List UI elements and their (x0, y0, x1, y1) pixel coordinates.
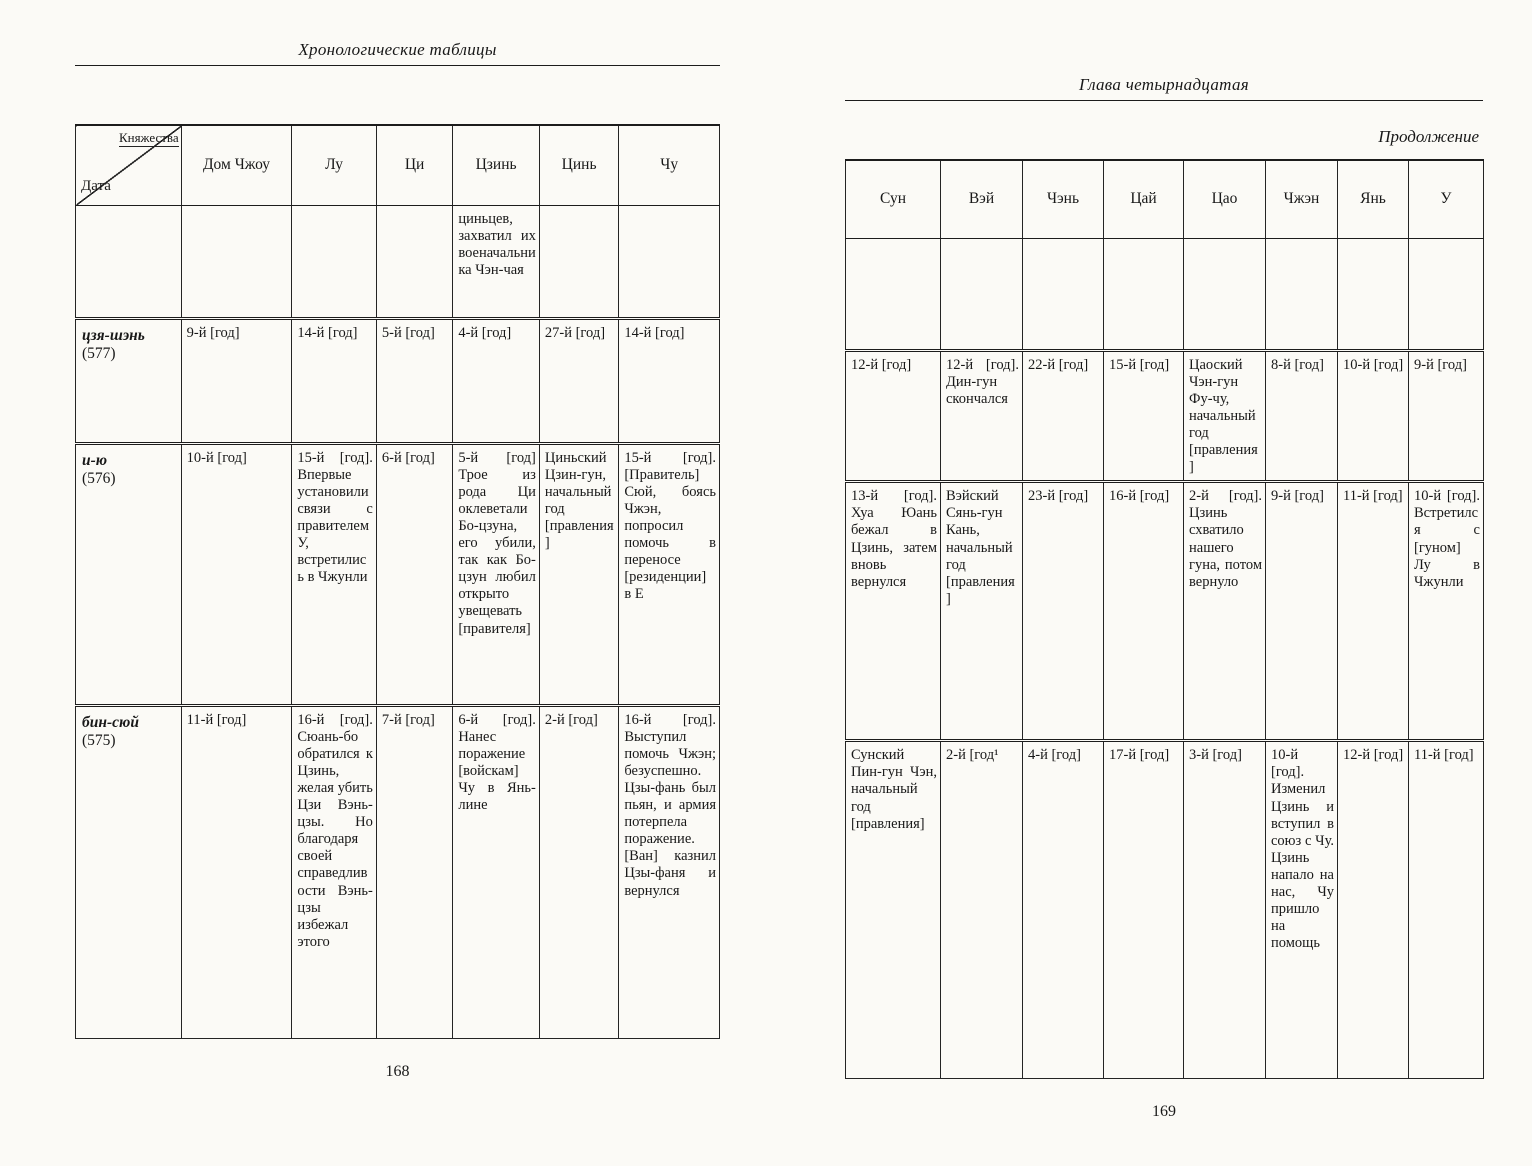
table-cell: 11-й [год] (1409, 741, 1484, 1079)
table-cell: 10-й [год]. Изменил Цзинь и вступил в союз с Чу. Цзинь напало на нас, Чу пришло на помощь (1266, 741, 1338, 1079)
table-row-575 (76, 705, 720, 1038)
row-era-label: цзя-шэнь (577) (76, 318, 182, 443)
table-cell: 4-й [год] (1023, 741, 1104, 1079)
table-cell: 5-й [год] Трое из рода Ци оклеветали Бо-цзуна, его убили, так как Бо-цзун любил открыто увещевать [правителя] (453, 443, 540, 705)
row-era-label (76, 205, 182, 318)
table-cell: 6-й [год]. Нанес поражение [войскам] Чу в Янь-лине (453, 705, 540, 1038)
table-cell (376, 205, 452, 318)
table-cell: 9-й [год] (1266, 482, 1338, 741)
column-header-chen: Чэнь (1023, 160, 1104, 238)
table-cell (1184, 238, 1266, 350)
left-head-rule (75, 65, 720, 66)
right-chronological-table (845, 159, 1484, 1079)
table-cell: 7-й [год] (376, 705, 452, 1038)
row-era-label: бин-сюй (575) (76, 705, 182, 1038)
column-header-vey: Вэй (941, 160, 1023, 238)
column-header-tsao: Цао (1184, 160, 1266, 238)
table-cell: 2-й [год] (539, 705, 618, 1038)
table-cell: 27-й [год] (539, 318, 618, 443)
table-cell (1409, 238, 1484, 350)
right-running-head: Глава четырнадцатая (1079, 75, 1249, 94)
table-cell: 11-й [год] (181, 705, 292, 1038)
table-cell: 2-й [год¹ (941, 741, 1023, 1079)
right-page (845, 75, 1483, 1121)
column-header-tsay: Цай (1104, 160, 1184, 238)
column-header-chzhen: Чжэн (1266, 160, 1338, 238)
table-cell: Цаоский Чэн-гун Фу-чу, начальный год [правления] (1184, 350, 1266, 482)
table-cell: 3-й [год] (1184, 741, 1266, 1079)
table-cell: 16-й [год]. Выступил помочь Чжэн; безуспешно. Цзы-фань был пьян, и армия потерпела поражение. [Ван] казнил Цзы-фаня и вернулся (619, 705, 720, 1038)
table-cell: 4-й [год] (453, 318, 540, 443)
left-table-header-row (76, 125, 720, 205)
table-cell: 13-й [год]. Хуа Юань бежал в Цзинь, затем вновь вернулся (846, 482, 941, 741)
table-cell: 16-й [год] (1104, 482, 1184, 741)
table-cell: Сунский Пин-гун Чэн, начальный год [правления] (846, 741, 941, 1079)
table-cell: 10-й [год] (181, 443, 292, 705)
table-cell: 15-й [год]. Впервые установили связи с правителем У, встретились в Чжунли (292, 443, 377, 705)
table-cell: Вэйский Сянь-гун Кань, начальный год [правления] (941, 482, 1023, 741)
table-row-577 (76, 318, 720, 443)
table-cell: Циньский Цзин-гун, начальный год [правления] (539, 443, 618, 705)
table-cell (846, 238, 941, 350)
column-header-yan: Янь (1338, 160, 1409, 238)
table-cell: 5-й [год] (376, 318, 452, 443)
table-cell: 23-й [год] (1023, 482, 1104, 741)
table-cell (292, 205, 377, 318)
column-header-sun: Сун (846, 160, 941, 238)
corner-label-principalities: Княжества (118, 130, 179, 145)
table-row-575 (846, 741, 1484, 1079)
table-cell (539, 205, 618, 318)
column-header-dom-chzhou: Дом Чжоу (181, 125, 292, 205)
column-header-tszin: Цзинь (453, 125, 540, 205)
table-cell: 15-й [год]. [Правитель] Сюй, боясь Чжэн, попросил помочь в переносе [резиденции] в Е (619, 443, 720, 705)
continuation-label: Продолжение (1378, 127, 1479, 146)
table-cell: 2-й [год]. Цзинь схватило нашего гуна, потом вернуло (1184, 482, 1266, 741)
column-header-tsi: Ци (376, 125, 452, 205)
row-era-label: и-ю (576) (76, 443, 182, 705)
column-header-u: У (1409, 160, 1484, 238)
table-row-continuation (76, 205, 720, 318)
table-cell (1338, 238, 1409, 350)
corner-label-date: Дата (81, 177, 111, 194)
table-cell (181, 205, 292, 318)
table-cell: 9-й [год] (181, 318, 292, 443)
left-running-head: Хронологические таблицы (298, 40, 497, 59)
table-cell: 12-й [год] (846, 350, 941, 482)
column-header-chu: Чу (619, 125, 720, 205)
table-cell: 15-й [год] (1104, 350, 1184, 482)
left-chronological-table (75, 124, 720, 1039)
table-cell: 11-й [год] (1338, 482, 1409, 741)
table-row-576 (846, 482, 1484, 741)
table-cell: 22-й [год] (1023, 350, 1104, 482)
right-head-rule (845, 100, 1483, 101)
table-cell: 14-й [год] (292, 318, 377, 443)
table-cell (1104, 238, 1184, 350)
table-row-continuation (846, 238, 1484, 350)
left-page (75, 40, 720, 1081)
table-cell: 9-й [год] (1409, 350, 1484, 482)
right-page-number: 169 (1152, 1103, 1176, 1121)
column-header-tsin: Цинь (539, 125, 618, 205)
table-row-576 (76, 443, 720, 705)
table-cell: 14-й [год] (619, 318, 720, 443)
table-cell (619, 205, 720, 318)
table-corner-cell (76, 125, 182, 205)
table-cell (1266, 238, 1338, 350)
table-cell (1023, 238, 1104, 350)
column-header-lu: Лу (292, 125, 377, 205)
table-cell: 6-й [год] (376, 443, 452, 705)
table-cell: 12-й [год] (1338, 741, 1409, 1079)
table-cell: 8-й [год] (1266, 350, 1338, 482)
table-cell: циньцев, захватил их военачальника Чэн-чая (453, 205, 540, 318)
table-cell: 16-й [год]. Сюань-бо обратился к Цзинь, желая убить Цзи Вэнь-цзы. Но благодаря своей справедливости Вэнь-цзы избежал этого (292, 705, 377, 1038)
table-row-577 (846, 350, 1484, 482)
table-cell: 17-й [год] (1104, 741, 1184, 1079)
left-page-number: 168 (385, 1062, 410, 1080)
table-cell: 12-й [год]. Дин-гун скончался (941, 350, 1023, 482)
right-table-header-row (846, 160, 1484, 238)
table-cell (941, 238, 1023, 350)
table-cell: 10-й [год] (1338, 350, 1409, 482)
table-cell: 10-й [год]. Встретился с [гуном] Лу в Чжунли (1409, 482, 1484, 741)
